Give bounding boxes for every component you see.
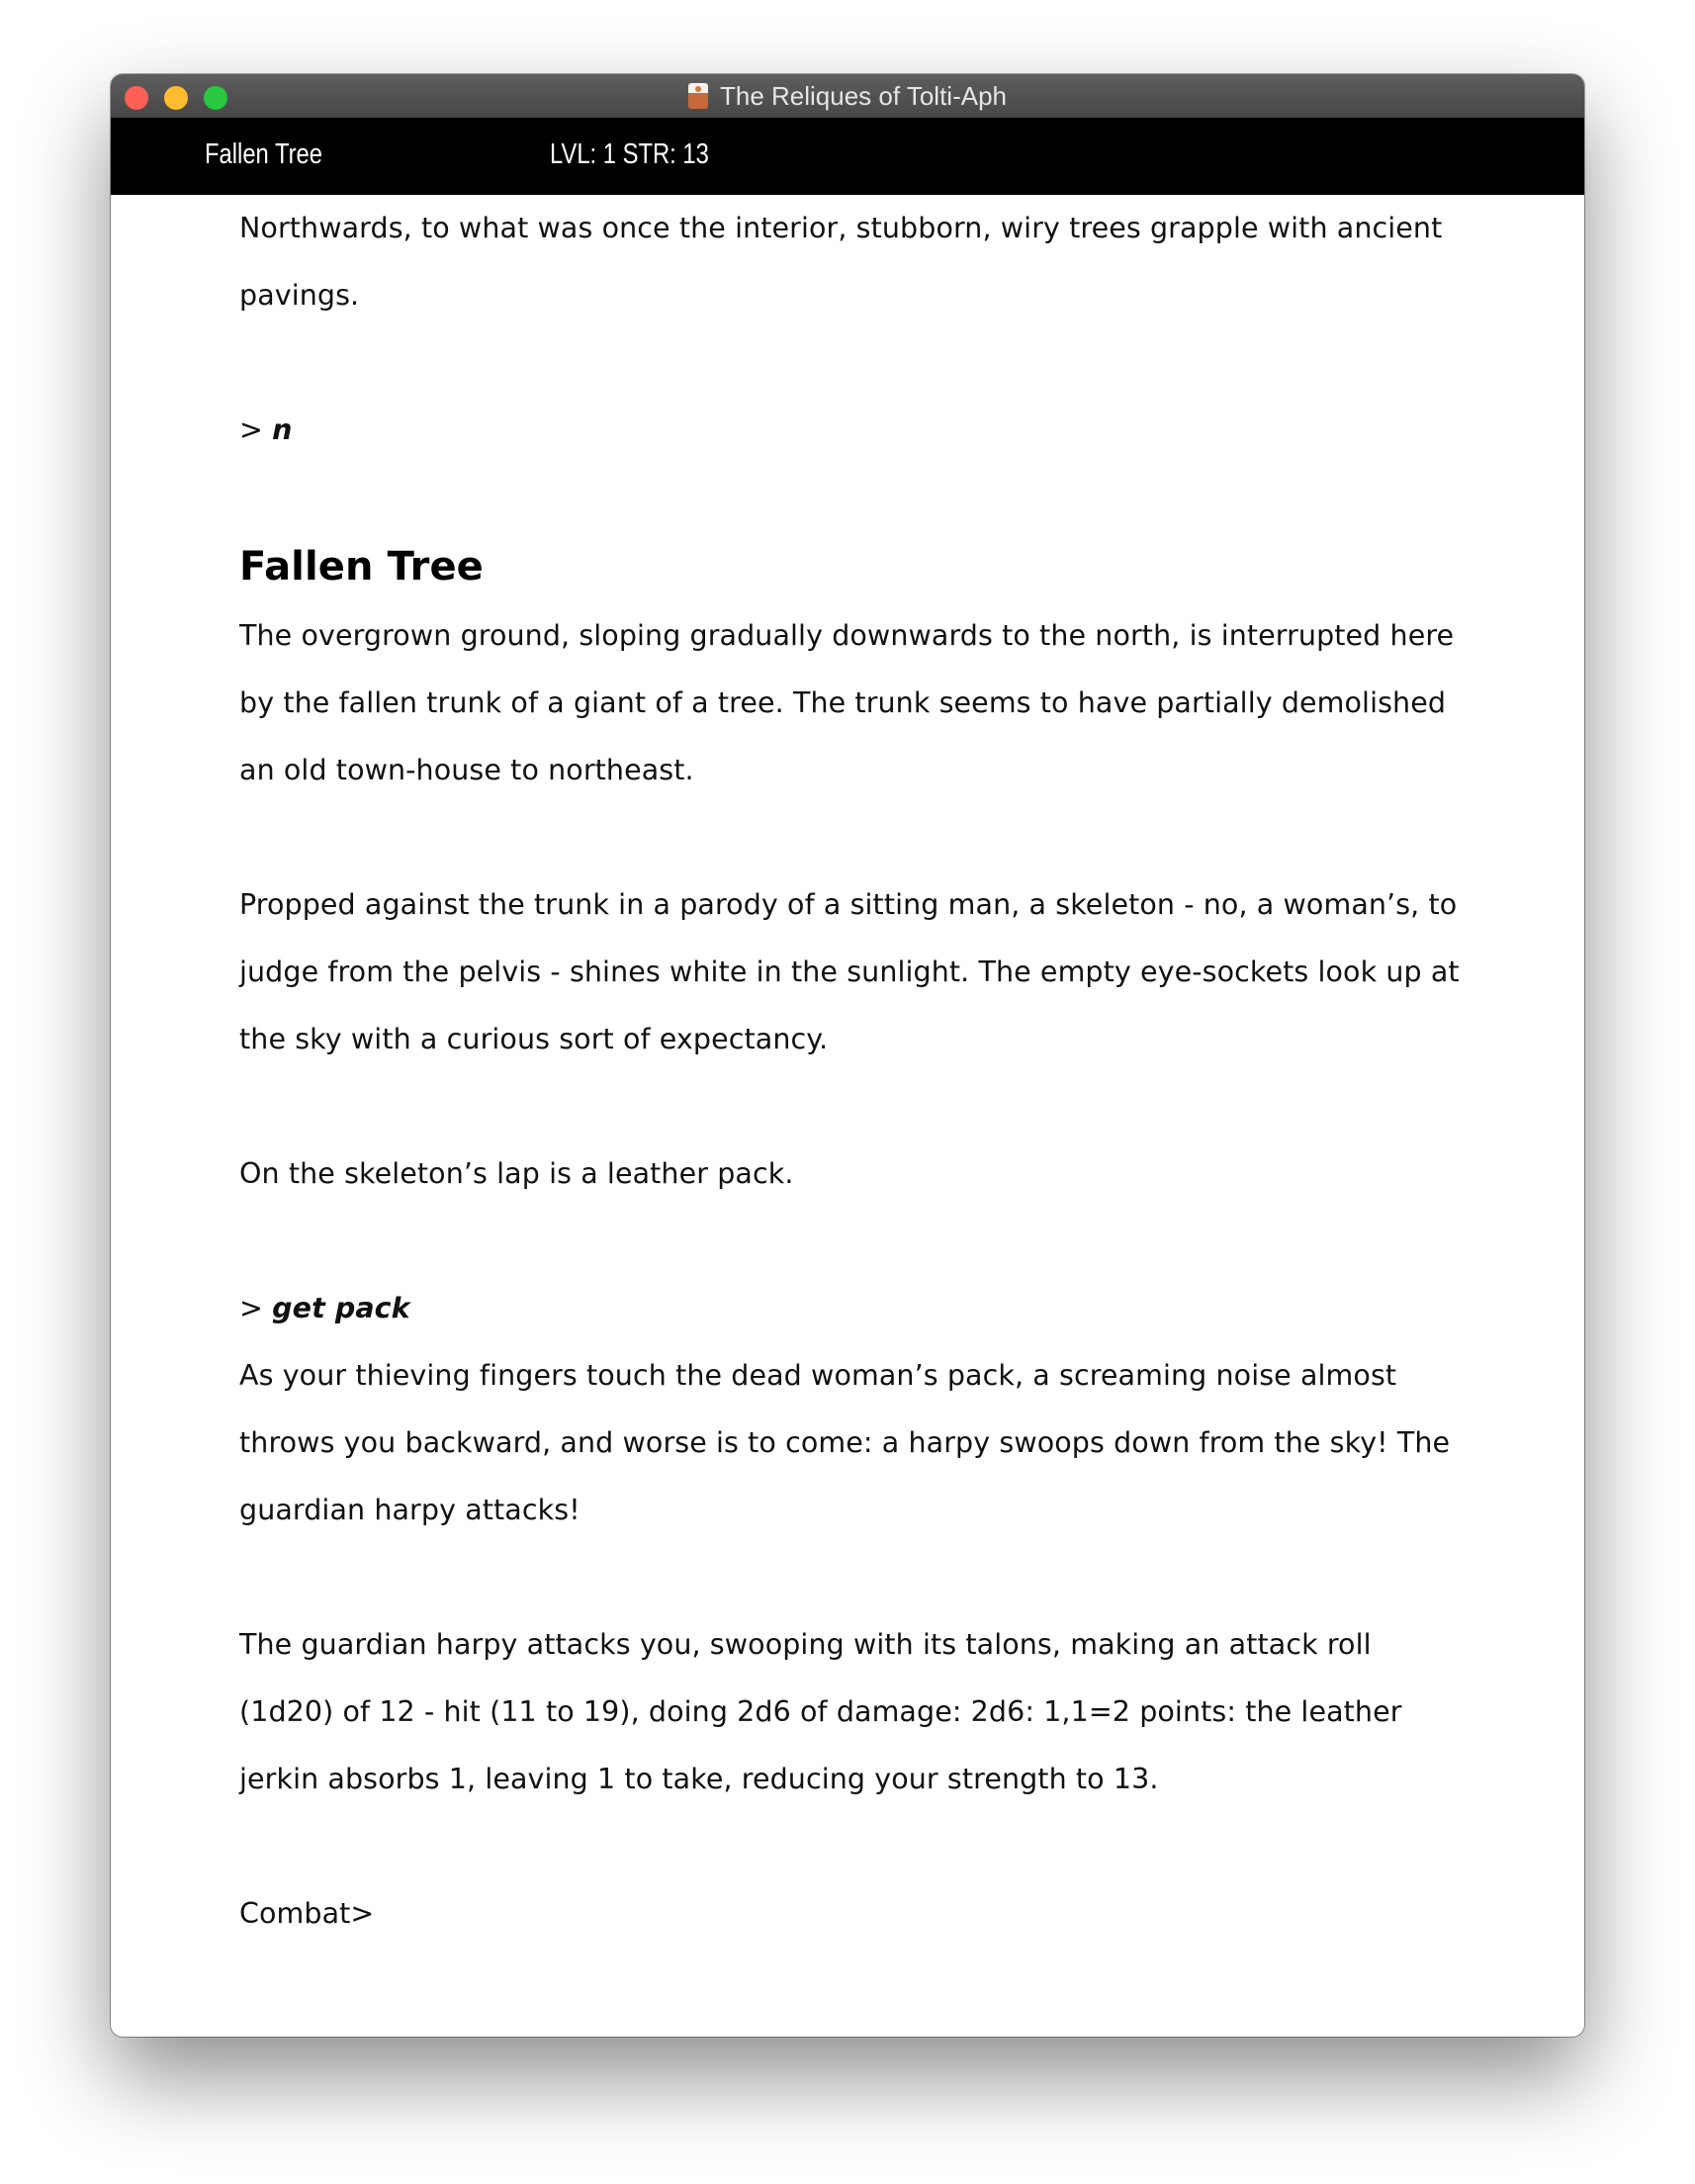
- command-input: get pack: [272, 1292, 410, 1324]
- document-icon: [688, 83, 708, 109]
- status-bar: [111, 118, 1584, 195]
- app-window: [111, 74, 1584, 2037]
- room-description: The overgrown ground, sloping gradually downwards to the north, is interrupted here by the fallen trunk of a giant of a tree. The trunk seems to have partially demolished an old town-house to northeast.: [239, 619, 1455, 786]
- title-bar[interactable]: [111, 74, 1584, 119]
- combat-paragraph: The guardian harpy attacks you, swooping with its talons, making an attack roll (1d20) of 12 - hit (11 to 19), doing 2d6 of damage: 2d6: 1,1=2 points: the leather jerkin absorbs 1, leaving 1 to take, reducing your strength to 13.: [239, 1628, 1402, 1795]
- room-heading: Fallen Tree: [239, 544, 484, 590]
- command-prompt: >: [239, 1292, 263, 1324]
- window-title: The Reliques of Tolti-Aph: [719, 80, 1007, 111]
- command-line: [239, 397, 1466, 464]
- game-transcript[interactable]: [239, 195, 1466, 1948]
- intro-paragraph: Northwards, to what was once the interior, stubborn, wiry trees grapple with ancient pavings.: [239, 212, 1443, 312]
- command-line: [239, 1275, 1466, 1342]
- response-paragraph: As your thieving fingers touch the dead woman’s pack, a screaming noise almost throws you backward, and worse is to come: a harpy swoops down from the sky! The guardian harpy attacks!: [239, 1359, 1451, 1526]
- skeleton-paragraph: Propped against the trunk in a parody of a sitting man, a skeleton - no, a woman’s, to judge from the pelvis - shines white in the sunlight. The empty eye-sockets look up at the sky with a curious sort of expectancy.: [239, 888, 1460, 1055]
- status-stats: LVL: 1 STR: 13: [550, 138, 709, 170]
- title-group: [111, 74, 1584, 118]
- combat-prompt[interactable]: Combat>: [239, 1897, 375, 1930]
- status-location: Fallen Tree: [205, 138, 322, 170]
- command-prompt: >: [239, 413, 263, 446]
- command-input: n: [272, 413, 293, 446]
- pack-paragraph: On the skeleton’s lap is a leather pack.: [239, 1157, 794, 1190]
